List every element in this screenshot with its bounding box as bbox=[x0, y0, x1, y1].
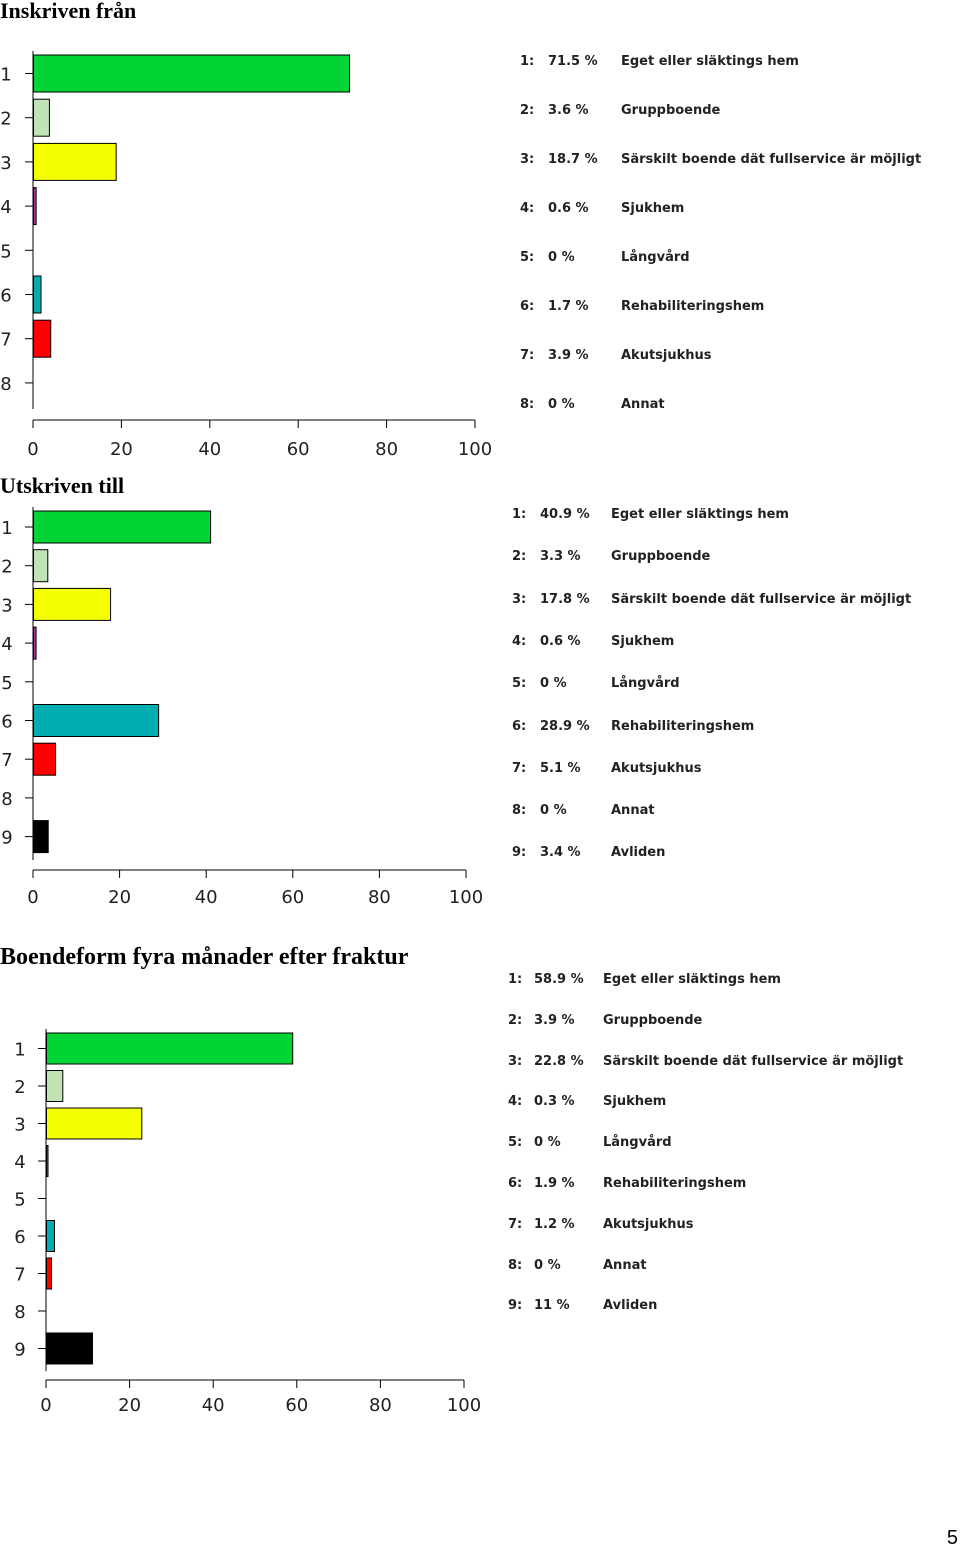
legend-percent: 22.8 % bbox=[534, 1053, 584, 1069]
legend-label: Sjukhem bbox=[603, 1094, 667, 1110]
legend-label: Långvård bbox=[621, 250, 690, 265]
y-tick-label: 2 bbox=[14, 1077, 26, 1098]
legend-index: 7: bbox=[512, 760, 527, 776]
y-tick-label: 8 bbox=[1, 788, 13, 810]
bar-category-2 bbox=[34, 99, 50, 136]
legend-percent: 0.6 % bbox=[548, 201, 589, 216]
legend-percent: 3.9 % bbox=[548, 348, 589, 363]
legend-percent: 0 % bbox=[534, 1135, 561, 1151]
x-tick-label: 80 bbox=[367, 887, 391, 908]
legend-index: 4: bbox=[508, 1094, 523, 1110]
legend-index: 4: bbox=[512, 633, 527, 649]
bar-category-1 bbox=[47, 1033, 293, 1064]
legend-percent: 58.9 % bbox=[534, 972, 584, 987]
x-tick-label: 20 bbox=[109, 439, 133, 460]
x-tick-label: 60 bbox=[286, 439, 310, 460]
legend-label: Långvård bbox=[611, 676, 680, 692]
legend-percent: 3.6 % bbox=[548, 103, 589, 118]
y-tick-label: 5 bbox=[1, 672, 13, 694]
y-tick-label: 6 bbox=[14, 1227, 26, 1248]
legend-label: Särskilt boende dät fullservice är möjligt bbox=[603, 1053, 904, 1069]
y-tick-label: 5 bbox=[14, 1189, 26, 1211]
legend-percent: 40.9 % bbox=[540, 507, 590, 522]
legend-index: 5: bbox=[520, 250, 535, 265]
legend-percent: 0.6 % bbox=[540, 633, 581, 649]
legend-utskriven-till bbox=[512, 507, 952, 877]
bar-category-7 bbox=[34, 320, 51, 357]
legend-percent: 11 % bbox=[534, 1298, 570, 1314]
legend-index: 6: bbox=[520, 299, 535, 314]
legend-label: Akutsjukhus bbox=[611, 760, 702, 776]
bar-category-2 bbox=[34, 550, 48, 582]
y-tick-label: 2 bbox=[1, 556, 13, 578]
legend-label: Långvård bbox=[603, 1135, 672, 1151]
bar-category-3 bbox=[47, 1108, 142, 1139]
bar-chart-boendeform bbox=[0, 980, 500, 1430]
bar-category-1 bbox=[34, 511, 211, 543]
legend-index: 3: bbox=[520, 152, 535, 167]
legend-percent: 0 % bbox=[540, 803, 567, 819]
y-tick-label: 6 bbox=[1, 711, 13, 733]
legend-label: Sjukhem bbox=[621, 201, 685, 216]
legend-label: Annat bbox=[611, 803, 655, 819]
legend-index: 4: bbox=[520, 201, 535, 216]
legend-index: 9: bbox=[512, 845, 527, 861]
legend-percent: 1.7 % bbox=[548, 299, 589, 314]
legend-percent: 0 % bbox=[534, 1257, 561, 1273]
legend-label: Särskilt boende dät fullservice är möjligt bbox=[621, 152, 922, 167]
legend-percent: 3.9 % bbox=[534, 1012, 575, 1028]
bar-category-9 bbox=[47, 1333, 93, 1364]
legend-label: Gruppboende bbox=[611, 549, 711, 565]
legend-index: 9: bbox=[508, 1298, 523, 1314]
x-tick-label: 0 bbox=[40, 1395, 52, 1416]
legend-label: Akutsjukhus bbox=[603, 1216, 694, 1232]
x-tick-label: 20 bbox=[108, 887, 132, 908]
x-tick-label: 40 bbox=[194, 887, 218, 908]
legend-label: Rehabiliteringshem bbox=[603, 1176, 747, 1191]
bar-category-7 bbox=[34, 743, 56, 775]
legend-index: 2: bbox=[512, 549, 527, 565]
x-tick-label: 0 bbox=[27, 439, 39, 460]
y-tick-label: 5 bbox=[0, 241, 12, 263]
legend-percent: 71.5 % bbox=[548, 54, 598, 69]
y-tick-label: 8 bbox=[14, 1302, 26, 1323]
legend-label: Avliden bbox=[603, 1298, 658, 1314]
legend-label: Sjukhem bbox=[611, 633, 675, 649]
y-tick-label: 3 bbox=[0, 152, 12, 174]
legend-label: Gruppboende bbox=[621, 103, 721, 118]
x-tick-label: 40 bbox=[198, 439, 222, 460]
legend-label: Eget eller släktings hem bbox=[603, 972, 781, 987]
legend-index: 2: bbox=[520, 103, 535, 118]
legend-percent: 18.7 % bbox=[548, 152, 598, 167]
legend-label: Eget eller släktings hem bbox=[621, 54, 799, 69]
legend-label: Eget eller släktings hem bbox=[611, 507, 789, 522]
bar-category-2 bbox=[47, 1071, 63, 1102]
legend-label: Avliden bbox=[611, 845, 666, 861]
legend-index: 8: bbox=[512, 803, 527, 819]
bar-category-4 bbox=[47, 1146, 49, 1177]
legend-percent: 17.8 % bbox=[540, 591, 590, 607]
legend-boendeform bbox=[508, 972, 948, 1332]
legend-label: Annat bbox=[603, 1257, 647, 1273]
x-tick-label: 80 bbox=[375, 439, 399, 460]
legend-label: Akutsjukhus bbox=[621, 348, 712, 363]
legend-label: Särskilt boende dät fullservice är möjligt bbox=[611, 591, 912, 607]
legend-label: Annat bbox=[621, 397, 665, 412]
page-number: 5 bbox=[946, 1527, 958, 1549]
legend-percent: 0 % bbox=[540, 676, 567, 692]
y-tick-label: 6 bbox=[0, 285, 12, 307]
y-tick-label: 1 bbox=[0, 64, 12, 86]
legend-percent: 5.1 % bbox=[540, 760, 581, 776]
y-tick-label: 1 bbox=[14, 1039, 26, 1061]
legend-percent: 3.3 % bbox=[540, 549, 581, 565]
bar-chart-utskriven-till bbox=[0, 475, 500, 915]
chart-title-boendeform: Boendeform fyra månader efter fraktur bbox=[0, 944, 409, 970]
bar-category-9 bbox=[34, 821, 49, 853]
legend-index: 3: bbox=[512, 591, 527, 607]
chart-title-inskriven-fran: Inskriven från bbox=[0, 0, 137, 23]
y-tick-label: 3 bbox=[14, 1114, 26, 1136]
legend-percent: 0 % bbox=[548, 397, 575, 412]
legend-index: 3: bbox=[508, 1053, 523, 1069]
y-tick-label: 4 bbox=[14, 1152, 26, 1173]
bar-category-6 bbox=[34, 276, 42, 313]
y-tick-label: 3 bbox=[1, 595, 13, 617]
bar-category-1 bbox=[34, 55, 350, 92]
legend-percent: 28.9 % bbox=[540, 718, 590, 734]
legend-index: 8: bbox=[520, 397, 535, 412]
legend-index: 7: bbox=[520, 348, 535, 363]
legend-index: 6: bbox=[508, 1176, 523, 1191]
bar-category-6 bbox=[34, 705, 159, 737]
y-tick-label: 4 bbox=[0, 197, 12, 219]
x-tick-label: 60 bbox=[281, 887, 305, 908]
legend-inskriven-fran bbox=[520, 54, 950, 424]
legend-percent: 0 % bbox=[548, 250, 575, 265]
legend-index: 1: bbox=[520, 54, 535, 69]
x-tick-label: 40 bbox=[201, 1395, 225, 1416]
x-tick-label: 60 bbox=[285, 1395, 309, 1416]
legend-percent: 3.4 % bbox=[540, 845, 581, 861]
legend-percent: 1.2 % bbox=[534, 1216, 575, 1232]
x-tick-label: 20 bbox=[118, 1395, 142, 1416]
y-tick-label: 8 bbox=[0, 373, 12, 395]
bar-category-4 bbox=[34, 627, 37, 659]
legend-index: 5: bbox=[512, 676, 527, 692]
x-tick-label: 100 bbox=[457, 439, 493, 460]
legend-index: 5: bbox=[508, 1135, 523, 1151]
y-tick-label: 7 bbox=[0, 329, 12, 351]
legend-index: 6: bbox=[512, 718, 527, 734]
legend-index: 1: bbox=[508, 972, 523, 987]
y-tick-label: 4 bbox=[1, 634, 13, 656]
y-tick-label: 7 bbox=[14, 1264, 26, 1286]
x-tick-label: 0 bbox=[27, 887, 39, 908]
legend-index: 7: bbox=[508, 1216, 523, 1232]
legend-percent: 0.3 % bbox=[534, 1094, 575, 1110]
legend-index: 8: bbox=[508, 1257, 523, 1273]
bar-category-3 bbox=[34, 588, 111, 620]
legend-index: 1: bbox=[512, 507, 527, 522]
bar-category-7 bbox=[47, 1258, 52, 1289]
legend-label: Rehabiliteringshem bbox=[611, 718, 755, 734]
legend-label: Gruppboende bbox=[603, 1012, 703, 1028]
x-tick-label: 100 bbox=[448, 887, 484, 908]
y-tick-label: 9 bbox=[1, 827, 13, 849]
y-tick-label: 9 bbox=[14, 1339, 26, 1361]
bar-chart-inskriven-fran bbox=[0, 0, 500, 470]
x-tick-label: 80 bbox=[368, 1395, 392, 1416]
x-tick-label: 100 bbox=[446, 1395, 482, 1416]
legend-percent: 1.9 % bbox=[534, 1176, 575, 1191]
legend-index: 2: bbox=[508, 1012, 523, 1028]
bar-category-4 bbox=[34, 188, 37, 225]
y-tick-label: 1 bbox=[1, 518, 13, 539]
y-tick-label: 2 bbox=[0, 108, 12, 130]
y-tick-label: 7 bbox=[1, 750, 13, 772]
bar-category-3 bbox=[34, 143, 117, 180]
chart-title-utskriven-till: Utskriven till bbox=[0, 473, 125, 498]
bar-category-6 bbox=[47, 1221, 55, 1252]
legend-label: Rehabiliteringshem bbox=[621, 299, 765, 314]
